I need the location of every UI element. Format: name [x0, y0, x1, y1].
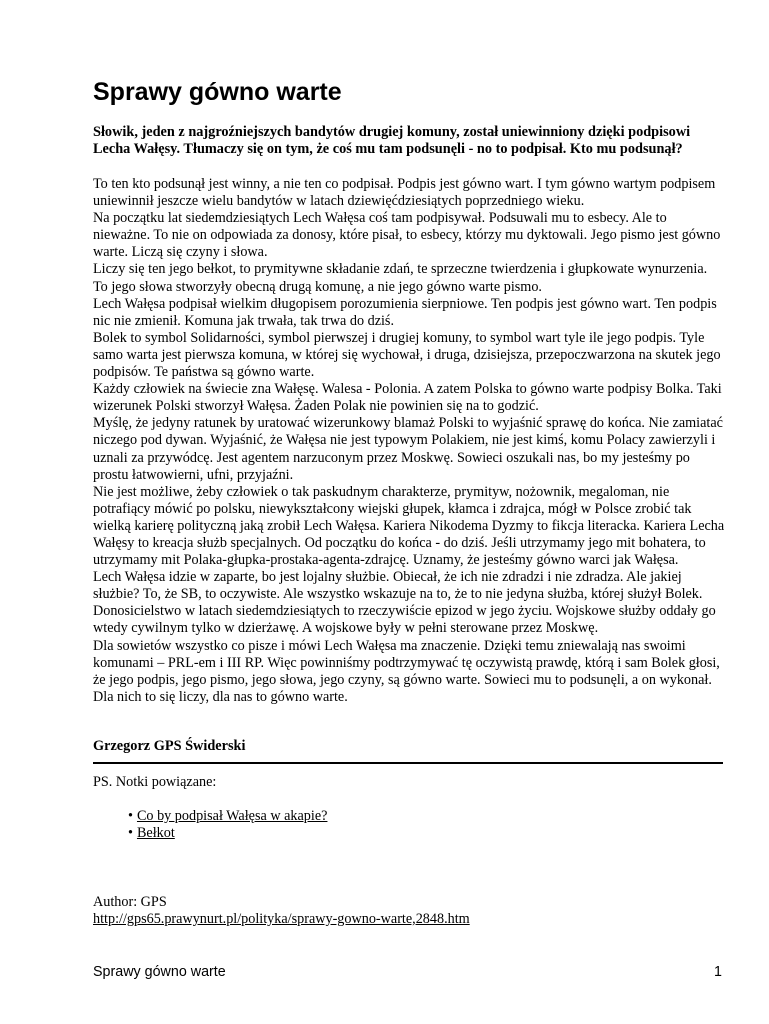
related-link-belkot[interactable]: Bełkot: [136, 825, 175, 841]
footer-title: Sprawy gówno warte: [93, 964, 226, 980]
bullet-icon: •: [128, 808, 133, 824]
body-paragraph: Lech Wałęsa idzie w zaparte, bo jest lojalny służbie. Obiecał, że ich nie zdradzi i nie zdradza. Ale jakiej służbie? To, że SB, to oczywiste. Ale wszystko wskazuje na to, że to nie jedyna służba, której służył Bolek. Donosicielstwo w latach siedemdziesiątych to rzeczywiście epizod w jego życiu. Wojskowe służby oddały go wtedy cywilnym tylko w dzierżawę. A wojskowe były w pełni sterowane przez Moskwę.: [93, 569, 716, 637]
author-line: Author: GPS: [93, 894, 167, 910]
body-paragraph: Na początku lat siedemdziesiątych Lech Wałęsa coś tam podpisywał. Podsuwali mu to esbecy. Ale to nieważne. To nie on odpowiada za donosy, które pisał, to esbecy, którzy mu dyktowali. Jego pismo jest gówno warte. Liczą się czyny i słowa.: [93, 210, 721, 261]
related-link-item: [128, 808, 327, 825]
source-url-link[interactable]: http://gps65.prawynurt.pl/polityka/sprawy-gowno-warte,2848.htm: [93, 911, 470, 927]
body-paragraph: Bolek to symbol Solidarności, symbol pierwszej i drugiej komuny, to symbol wart tyle ile jego podpis. Tyle samo warta jest pierwsza komuna, w której się wychował, i druga, dzisiejsza, przepoczwarzona na skutek jego podpisów. Te państwa są gówno warte.: [93, 329, 721, 381]
author-signature: Grzegorz GPS Świderski: [93, 738, 246, 754]
related-link-akapie[interactable]: Co by podpisał Wałęsa w akapie?: [136, 808, 328, 824]
body-paragraph: Każdy człowiek na świecie zna Wałęsę. Walesa - Polonia. A zatem Polska to gówno warte podpisy Bolka. Taki wizerunek Polski stworzył Wałęsa. Żaden Polak nie powinien się na to godzić.: [93, 381, 722, 415]
lead-paragraph: Słowik, jeden z najgroźniejszych bandytów drugiej komuny, został uniewinniony dzięki podpisowi Lecha Wałęsy. Tłumaczy się on tym, że coś mu tam podsunęli - no to podpisał. Kto mu podsunął?: [93, 124, 691, 157]
body-paragraph: Liczy się ten jego bełkot, to prymitywne składanie zdań, te sprzeczne twierdzenia i głupkowate wynurzenia. To jego słowa stworzyły obecną drugą komunę, a nie jego gówno warte pismo.: [93, 261, 708, 295]
related-links-list: [128, 808, 327, 842]
ps-label: PS. Notki powiązane:: [93, 774, 217, 790]
related-link-item: [128, 825, 327, 842]
body-paragraph: To ten kto podsunął jest winny, a nie ten co podpisał. Podpis jest gówno wart. I tym gówno wartym podpisem uniewinnił jeszcze wielu bandytów w latach dziewięćdziesiątych poprzedniego wieku.: [93, 176, 716, 210]
document-title: Sprawy gówno warte: [93, 78, 342, 106]
body-paragraph: Dla sowietów wszystko co pisze i mówi Lech Wałęsa ma znaczenie. Dzięki temu zniewalają nas swoimi komunami – PRL-em i III RP. Więc powinniśmy podtrzymywać tę oczywistą prawdę, którą i sam Bolek głosi, że jego podpis, jego pismo, jego słowa, jego czyny, są gówno warte. Sowieci mu to podsunęli, a on wykonał. Dla nich to się liczy, dla nas to gówno warte.: [93, 637, 720, 705]
horizontal-divider: [93, 762, 723, 764]
body-paragraph: Nie jest możliwe, żeby człowiek o tak paskudnym charakterze, prymityw, nożownik, megaloman, nie potrafiący mówić po polsku, niewykształcony wiejski głupek, kłamca i zdrajca, mógł w Polsce zrobić tak wielką karierę polityczną jaką zrobił Lech Wałęsa. Kariera Nikodema Dyzmy to fikcja literacka. Kariera Lecha Wałęsy to kreacja służb specjalnych. Od początku do końca - do dziś. Jeśli utrzymamy jego mit bohatera, to utrzymamy mit Polaka-głupka-prostaka-agenta-zdrajcę. Uznamy, że jesteśmy gówno warci jak Wałęsa.: [93, 483, 725, 569]
body-paragraph: Myślę, że jedyny ratunek by uratować wizerunkowy blamaż Polski to wyjaśnić sprawę do końca. Nie zamiatać niczego pod dywan. Wyjaśnić, że Wałęsa nie jest typowym Polakiem, nie jest kimś, komu Polacy zawierzyli i uznali za przywódcę. Jest agentem narzuconym przez Moskwę. Sowieci oszukali nas, bo my jesteśmy po prostu łatwowierni, ufni, przyjaźni.: [93, 415, 723, 483]
article-body: [93, 176, 725, 706]
footer-page-number: 1: [714, 964, 722, 980]
body-paragraph: Lech Wałęsa podpisał wielkim długopisem porozumienia sierpniowe. Ten podpis jest gówno wart. Ten podpis nic nie zmienił. Komuna jak trwała, tak trwa do dziś.: [93, 295, 717, 329]
bullet-icon: •: [128, 825, 133, 841]
